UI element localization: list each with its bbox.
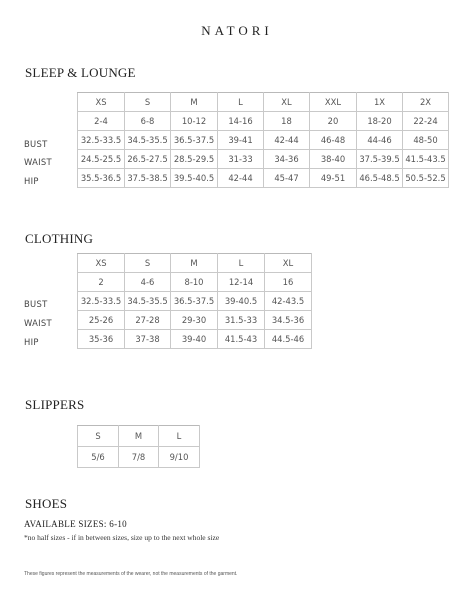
numeric-cell: 2 [78, 273, 125, 292]
measurement-cell: 42-43.5 [265, 292, 312, 311]
numeric-cell: 22-24 [403, 112, 449, 131]
clothing-size-table [77, 253, 312, 349]
measurement-cell: 46-48 [310, 131, 357, 150]
measurement-cell: 36.5-37.5 [171, 292, 218, 311]
waist-row [78, 150, 449, 169]
measurement-cell: 37.5-38.5 [125, 169, 171, 188]
measurement-cell: 29-30 [171, 311, 218, 330]
size-cell: XL [264, 93, 310, 112]
numeric-cell: 14-16 [218, 112, 264, 131]
size-cell: M [171, 254, 218, 273]
numeric-cell: 20 [310, 112, 357, 131]
hip-row [78, 169, 449, 188]
measurement-cell: 48-50 [403, 131, 449, 150]
measurement-cell: 32.5-33.5 [78, 131, 125, 150]
measurement-cell: 41.5-43 [218, 330, 265, 349]
clothing-row-label-bust: BUST [24, 299, 48, 309]
measurement-cell: 35.5-36.5 [78, 169, 125, 188]
measurement-cell: 31.5-33 [218, 311, 265, 330]
size-cell: M [171, 93, 218, 112]
shoes-title: SHOES [25, 496, 68, 511]
sleep-lounge-title: SLEEP & LOUNGE [25, 65, 136, 80]
numeric-cell: 18-20 [357, 112, 403, 131]
slippers-title: SLIPPERS [25, 397, 85, 412]
size-cell: XXL [310, 93, 357, 112]
size-cell: S [125, 93, 171, 112]
numeric-size-row [78, 112, 449, 131]
brand-logo: NATORI [201, 23, 273, 38]
numeric-cell: 6-8 [125, 112, 171, 131]
measurement-cell: 27-28 [125, 311, 171, 330]
size-letter-row [78, 426, 200, 447]
bust-row [78, 292, 312, 311]
sleep-row-label-hip: HIP [24, 176, 39, 186]
numeric-cell: 7/8 [119, 447, 159, 468]
size-cell: 1X [357, 93, 403, 112]
measurement-cell: 36.5-37.5 [171, 131, 218, 150]
measurement-cell: 34.5-36 [265, 311, 312, 330]
size-cell: XL [265, 254, 312, 273]
measurement-cell: 24.5-25.5 [78, 150, 125, 169]
measurement-cell: 34.5-35.5 [125, 292, 171, 311]
numeric-size-row [78, 273, 312, 292]
measurement-cell: 31-33 [218, 150, 264, 169]
measurement-cell: 49-51 [310, 169, 357, 188]
measurement-cell: 34-36 [264, 150, 310, 169]
measurement-cell: 39.5-40.5 [171, 169, 218, 188]
size-cell: XS [78, 93, 125, 112]
measurement-cell: 39-40 [171, 330, 218, 349]
measurement-cell: 26.5-27.5 [125, 150, 171, 169]
measurement-cell: 41.5-43.5 [403, 150, 449, 169]
size-cell: L [218, 93, 264, 112]
numeric-cell: 4-6 [125, 273, 171, 292]
size-cell: S [78, 426, 119, 447]
measurement-footnote: These figures represent the measurements of the wearer, not the measurements of the garment. [24, 571, 238, 577]
size-cell: M [119, 426, 159, 447]
size-cell: XS [78, 254, 125, 273]
measurement-cell: 35-36 [78, 330, 125, 349]
size-cell: S [125, 254, 171, 273]
numeric-cell: 8-10 [171, 273, 218, 292]
measurement-cell: 44-46 [357, 131, 403, 150]
shoes-half-size-note: *no half sizes - if in between sizes, size up to the next whole size [24, 533, 220, 542]
numeric-cell: 2-4 [78, 112, 125, 131]
measurement-cell: 42-44 [264, 131, 310, 150]
numeric-cell: 16 [265, 273, 312, 292]
clothing-row-label-hip: HIP [24, 337, 39, 347]
numeric-cell: 5/6 [78, 447, 119, 468]
size-cell: 2X [403, 93, 449, 112]
numeric-cell: 12-14 [218, 273, 265, 292]
measurement-cell: 44.5-46 [265, 330, 312, 349]
measurement-cell: 46.5-48.5 [357, 169, 403, 188]
hip-row [78, 330, 312, 349]
slippers-size-table [77, 425, 200, 468]
measurement-cell: 28.5-29.5 [171, 150, 218, 169]
measurement-cell: 25-26 [78, 311, 125, 330]
sleep-row-label-waist: WAIST [24, 157, 52, 167]
numeric-size-row [78, 447, 200, 468]
size-letter-row [78, 93, 449, 112]
sleep-lounge-size-table [77, 92, 449, 188]
measurement-cell: 45-47 [264, 169, 310, 188]
measurement-cell: 38-40 [310, 150, 357, 169]
clothing-title: CLOTHING [25, 231, 94, 246]
measurement-cell: 37.5-39.5 [357, 150, 403, 169]
measurement-cell: 42-44 [218, 169, 264, 188]
measurement-cell: 34.5-35.5 [125, 131, 171, 150]
size-cell: L [218, 254, 265, 273]
numeric-cell: 9/10 [159, 447, 200, 468]
measurement-cell: 39-41 [218, 131, 264, 150]
measurement-cell: 32.5-33.5 [78, 292, 125, 311]
waist-row [78, 311, 312, 330]
bust-row [78, 131, 449, 150]
size-letter-row [78, 254, 312, 273]
size-cell: L [159, 426, 200, 447]
numeric-cell: 18 [264, 112, 310, 131]
shoes-available-sizes: AVAILABLE SIZES: 6-10 [24, 519, 127, 529]
numeric-cell: 10-12 [171, 112, 218, 131]
measurement-cell: 50.5-52.5 [403, 169, 449, 188]
measurement-cell: 39-40.5 [218, 292, 265, 311]
sleep-row-label-bust: BUST [24, 139, 48, 149]
clothing-row-label-waist: WAIST [24, 318, 52, 328]
measurement-cell: 37-38 [125, 330, 171, 349]
